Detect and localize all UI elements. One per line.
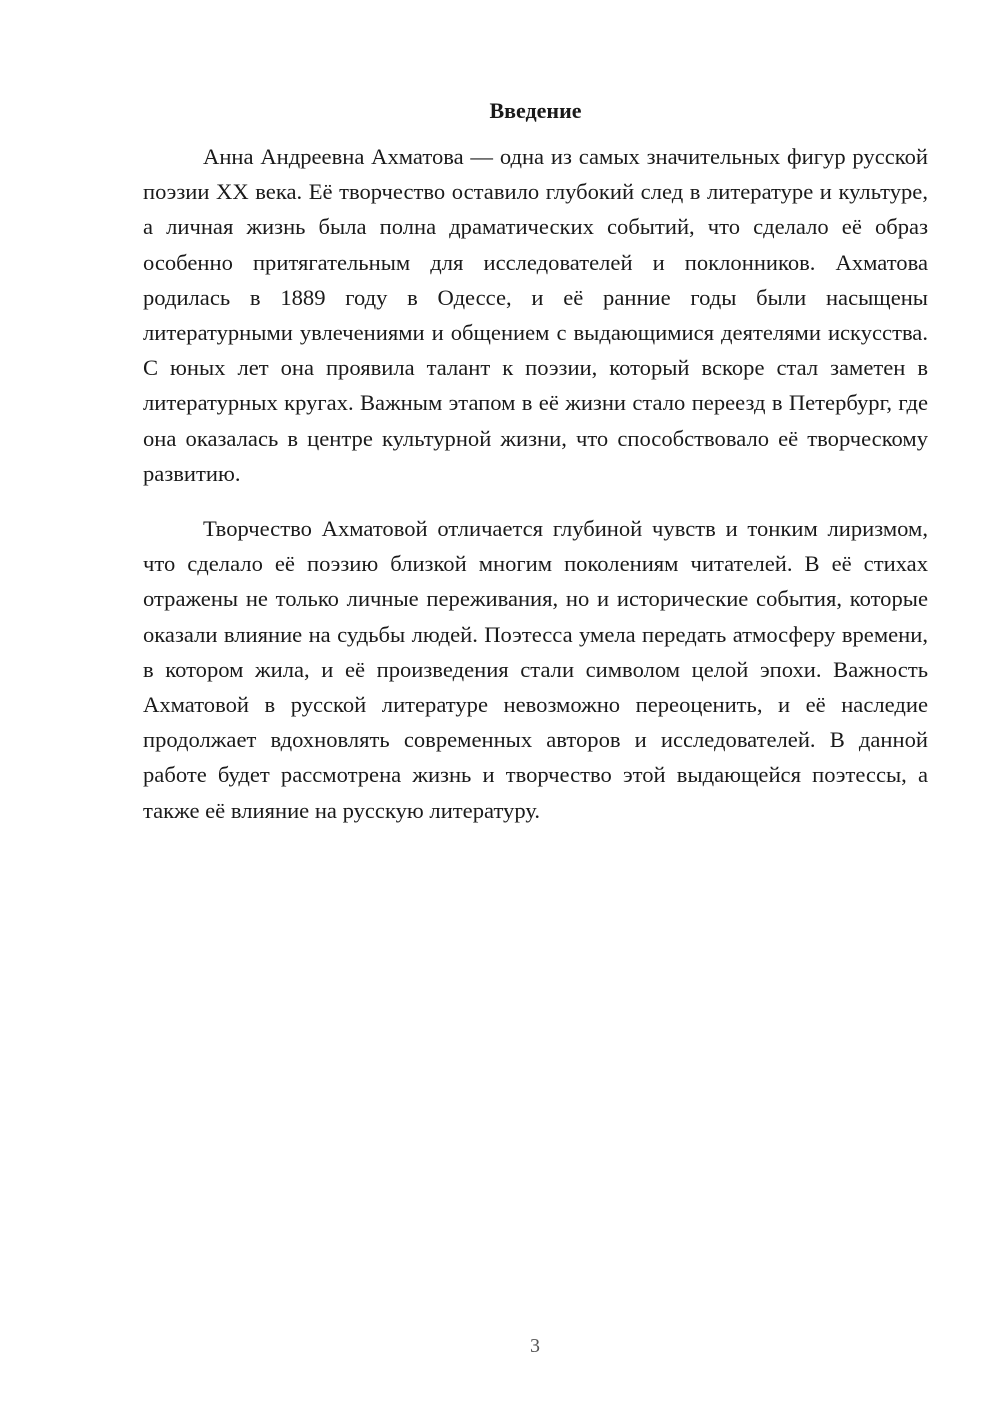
paragraph-2: Творчество Ахматовой отличается глубиной чувств и тонким лиризмом, что сделало её поэзию близкой многим поколениям читателей. В её стихах отражены не только личные переживания, но и исторические события, которые оказали влияние на судьбы людей. Поэтесса умела передать атмосферу времени, в котором жила, и её произведения стали символом целой эпохи. Важность Ахматовой в русской литературе невозможно переоценить, и её наследие продолжает вдохновлять современных авторов и исследователей. В данной работе будет рассмотрена жизнь и творчество этой выдающейся поэтессы, а также её влияние на русскую литературу. — [143, 516, 928, 823]
section-heading: Введение — [489, 98, 582, 123]
page-number: 3 — [530, 1335, 540, 1357]
paragraph-1: Анна Андреевна Ахматова — одна из самых значительных фигур русской поэзии XX века. Её творчество оставило глубокий след в литературе и культуре, а личная жизнь была полна драматических событий, что сделало её образ особенно притягательным для исследователей и поклонников. Ахматова родилась в 1889 году в Одессе, и её ранние годы были насыщены литературными увлечениями и общением с выдающимися деятелями искусства. С юных лет она проявила талант к поэзии, который вскоре стал заметен в литературных кругах. Важным этапом в её жизни стало переезд в Петербург, где она оказалась в центре культурной жизни, что способствовало её творческому развитию. — [143, 144, 928, 486]
page-body — [143, 96, 928, 828]
